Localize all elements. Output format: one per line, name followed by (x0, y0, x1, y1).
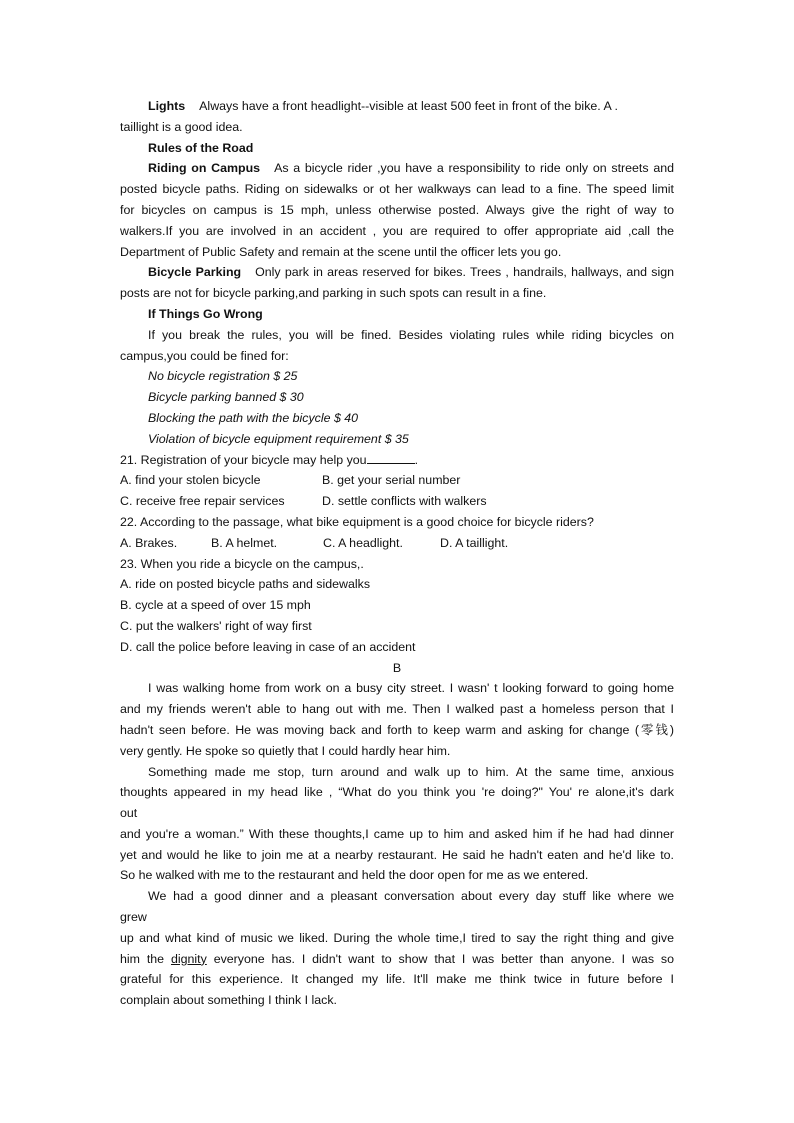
text-line: for bicycles on campus is 15 mph, unless otherwise posted. Always give the right of way to (120, 202, 674, 217)
option-a[interactable]: A. find your stolen bicycle (120, 473, 261, 488)
story-line: up and what kind of music we liked. During the whole time,I tired to say the right thing and give (120, 930, 674, 945)
story-line: thoughts appeared in my head like , “What do you think you 're doing?" You' re alone,it's dark (120, 785, 674, 800)
option-a[interactable]: A. Brakes. (120, 535, 178, 550)
story-line: hadn't seen before. He was moving back and forth to keep warm and asking for change (零钱) (120, 722, 674, 737)
story-line: and my friends weren't able to hang out with me. Then I walked past a homeless person that I (120, 702, 674, 717)
option-d[interactable]: D. settle conflicts with walkers (322, 494, 487, 509)
story-line: very gently. He spoke so quietly that I could hardly hear him. (120, 743, 451, 758)
option-c[interactable]: C. receive free repair services (120, 494, 285, 509)
lights-text-cont: taillight is a good idea. (120, 119, 243, 134)
story-line: We had a good dinner and a pleasant conversation about every day stuff like where we (148, 889, 674, 904)
lights-heading: Lights (148, 99, 186, 113)
answer-blank (367, 451, 415, 464)
text-line: Department of Public Safety and remain at the scene until the officer lets you go. (120, 244, 562, 259)
document-page (120, 96, 674, 1011)
story-line-dignity (120, 949, 674, 970)
story-line: yet and would he like to join me at a nearby restaurant. He said he hadn't eaten and he'd like to. (120, 847, 674, 862)
story-line: and you're a woman.” With these thoughts,I came up to him and asked him if he had had dinner (120, 826, 674, 841)
campus-text: As a bicycle rider ,you have a responsibility to ride only on streets and (274, 161, 674, 176)
section-b-heading: B (392, 660, 402, 675)
option-c[interactable]: C. put the walkers' right of way first (120, 618, 312, 633)
question-21-text: 21. Registration of your bicycle may help you (120, 452, 367, 467)
story-text: him the (120, 951, 165, 966)
story-line: out (120, 806, 138, 821)
wrong-text: If you break the rules, you will be fined. Besides violating rules while riding bicycles on (148, 327, 674, 342)
text-line: posted bicycle paths. Riding on sidewalks or ot her walkways can lead to a fine. The speed limit (120, 182, 674, 197)
parking-heading: Bicycle Parking (148, 265, 242, 280)
fine-item: Bicycle parking banned $ 30 (148, 390, 304, 405)
story-line: complain about something I think I lack. (120, 993, 337, 1008)
question-23-stem: 23. When you ride a bicycle on the campus,. (120, 556, 364, 571)
wrong-heading: If Things Go Wrong (148, 306, 263, 321)
option-b[interactable]: B. cycle at a speed of over 15 mph (120, 598, 311, 613)
rules-heading: Rules of the Road (148, 140, 254, 155)
question-21-options-ab (120, 470, 674, 491)
parking-text: Only park in areas reserved for bikes. Trees , handrails, hallways, and sign (255, 265, 674, 280)
story-line: I was walking home from work on a busy city street. I wasn' t looking forward to going home (148, 681, 674, 696)
campus-first-line (120, 158, 674, 179)
story-text: everyone has. I didn't want to show that I was better than anyone. I was so (213, 951, 674, 966)
option-d[interactable]: D. call the police before leaving in case of an accident (120, 639, 416, 654)
option-b[interactable]: B. A helmet. (211, 535, 278, 550)
wrong-text-cont: campus,you could be fined for: (120, 348, 289, 363)
question-21-tail: . (414, 452, 419, 467)
question-22-stem: 22. According to the passage, what bike equipment is a good choice for bicycle riders? (120, 514, 594, 529)
story-line: grew (120, 910, 147, 925)
text-line: posts are not for bicycle parking,and parking in such spots can result in a fine. (120, 286, 547, 301)
option-a[interactable]: A. ride on posted bicycle paths and sidewalks (120, 577, 371, 592)
story-line: grateful for this experience. It changed my life. It'll make me think twice in future before I (120, 972, 674, 987)
story-line: So he walked with me to the restaurant and held the door open for me as we entered. (120, 868, 589, 883)
parking-first-line (120, 262, 674, 283)
option-c[interactable]: C. A headlight. (323, 535, 403, 550)
question-21-options-cd (120, 491, 674, 512)
lights-text: Always have a front headlight--visible at least 500 feet in front of the bike. A . (199, 99, 618, 113)
question-22-options (120, 533, 674, 554)
option-b[interactable]: B. get your serial number (322, 473, 461, 488)
text-line: walkers.If you are involved in an accident , you are required to offer appropriate aid ,call the (120, 223, 674, 238)
fine-item: Violation of bicycle equipment requirement $ 35 (148, 431, 409, 446)
fine-item: No bicycle registration $ 25 (148, 369, 298, 384)
story-line: Something made me stop, turn around and walk up to him. At the same time, anxious (148, 764, 674, 779)
fine-item: Blocking the path with the bicycle $ 40 (148, 410, 359, 425)
campus-heading: Riding on Campus (148, 161, 261, 176)
question-21-stem (120, 450, 674, 471)
lights-paragraph (120, 96, 674, 117)
option-d[interactable]: D. A taillight. (440, 535, 509, 550)
dignity-word: dignity (170, 951, 207, 966)
